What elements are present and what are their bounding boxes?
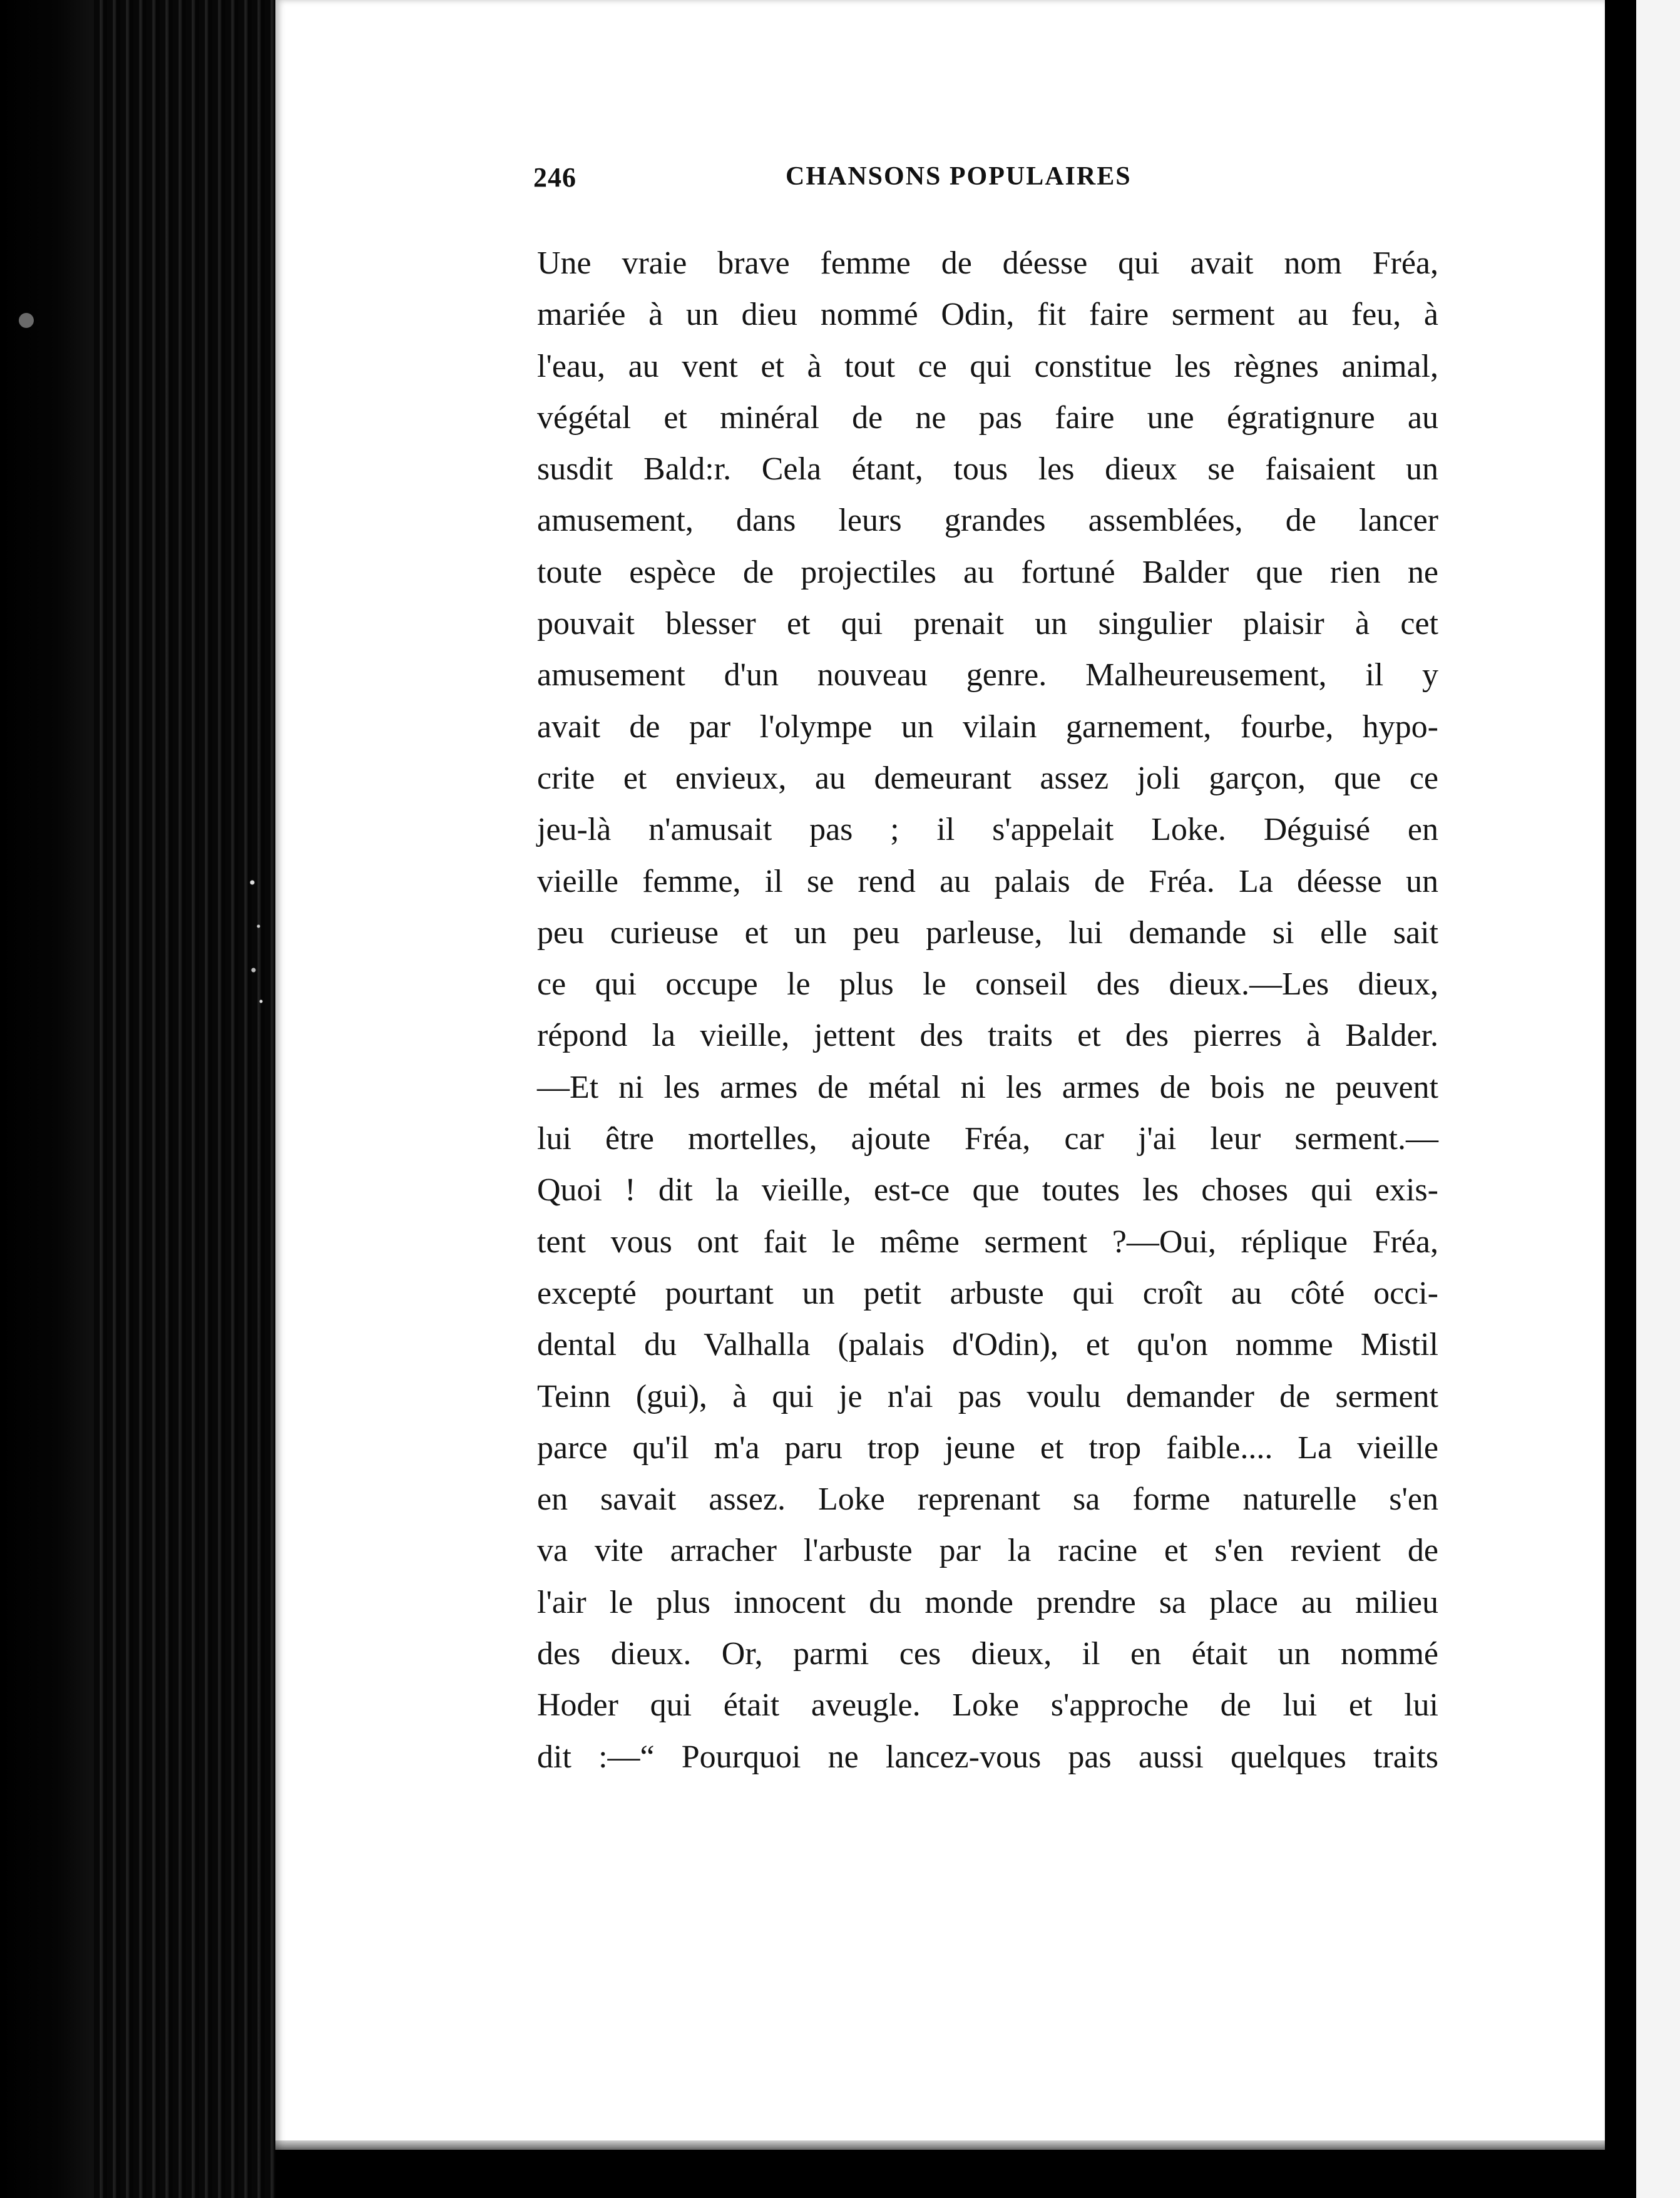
text-line: répond la vieille, jettent des traits et des pierres à Balder. (537, 1018, 1438, 1054)
text-line: vieille femme, il se rend au palais de Fréa. La déesse un (537, 863, 1438, 899)
page-bottom-edge (275, 2140, 1605, 2159)
text-line: en savait assez. Loke reprenant sa forme naturelle s'en (537, 1481, 1438, 1518)
text-line: Hoder qui était aveugle. Loke s'approche de lui et lui (537, 1687, 1438, 1724)
text-line: va vite arracher l'arbuste par la racine et s'en revient de (537, 1533, 1438, 1569)
text-line: susdit Bald:r. Cela étant, tous les dieux se faisaient un (537, 451, 1438, 488)
text-line: amusement d'un nouveau genre. Malheureusement, il y (537, 657, 1438, 693)
text-line: amusement, dans leurs grandes assemblées, de lancer (537, 503, 1438, 539)
text-line: toute espèce de projectiles au fortuné Balder que rien ne (537, 554, 1438, 590)
book-spine-shadow (0, 0, 94, 2198)
text-line: des dieux. Or, parmi ces dieux, il en était un nommé (537, 1636, 1438, 1672)
text-line: tent vous ont fait le même serment ?—Oui, réplique Fréa, (537, 1224, 1438, 1260)
text-line: parce qu'il m'a paru trop jeune et trop faible.... La vieille (537, 1429, 1438, 1466)
text-line: dental du Valhalla (palais d'Odin), et qu'on nomme Mistil (537, 1327, 1438, 1363)
text-line: peu curieuse et un peu parleuse, lui demande si elle sait (537, 914, 1438, 951)
text-line: pouvait blesser et qui prenait un singulier plaisir à cet (537, 606, 1438, 642)
text-line: l'eau, au vent et à tout ce qui constitue les règnes animal, (537, 348, 1438, 384)
gutter (1605, 0, 1636, 2198)
body-text (537, 238, 1438, 1783)
text-line: Teinn (gui), à qui je n'ai pas voulu demander de serment (537, 1378, 1438, 1414)
text-line: jeu-là n'amusait pas ; il s'appelait Loke. Déguisé en (537, 812, 1438, 848)
facing-page-edge (1636, 0, 1680, 2198)
text-line: lui être mortelles, ajoute Fréa, car j'ai leur serment.— (537, 1121, 1438, 1157)
text-line: ce qui occupe le plus le conseil des dieux.—Les dieux, (537, 966, 1438, 1003)
running-head (533, 161, 1175, 199)
text-line: l'air le plus innocent du monde prendre sa place au milieu (537, 1584, 1438, 1620)
page-number: 246 (533, 162, 576, 193)
text-line: —Et ni les armes de métal ni les armes de bois ne peuvent (537, 1069, 1438, 1105)
text-line: Une vraie brave femme de déesse qui avait nom Fréa, (537, 245, 1438, 281)
page-edges (94, 0, 275, 2198)
text-line: dit :—“ Pourquoi ne lancez-vous pas aussi quelques traits (537, 1739, 1438, 1775)
text-line: avait de par l'olympe un vilain garnement, fourbe, hypo- (537, 708, 1438, 745)
running-title: CHANSONS POPULAIRES (786, 162, 1132, 191)
scan-artifacts (247, 870, 266, 1014)
text-line: végétal et minéral de ne pas faire une égratignure au (537, 399, 1438, 436)
text-line: excepté pourtant un petit arbuste qui croît au côté occi- (537, 1275, 1438, 1311)
text-line: Quoi ! dit la vieille, est-ce que toutes les choses qui exis- (537, 1172, 1438, 1209)
text-line: mariée à un dieu nommé Odin, fit faire serment au feu, à (537, 297, 1438, 333)
scan-speck (19, 313, 34, 328)
text-line: crite et envieux, au demeurant assez joli garçon, que ce (537, 760, 1438, 796)
